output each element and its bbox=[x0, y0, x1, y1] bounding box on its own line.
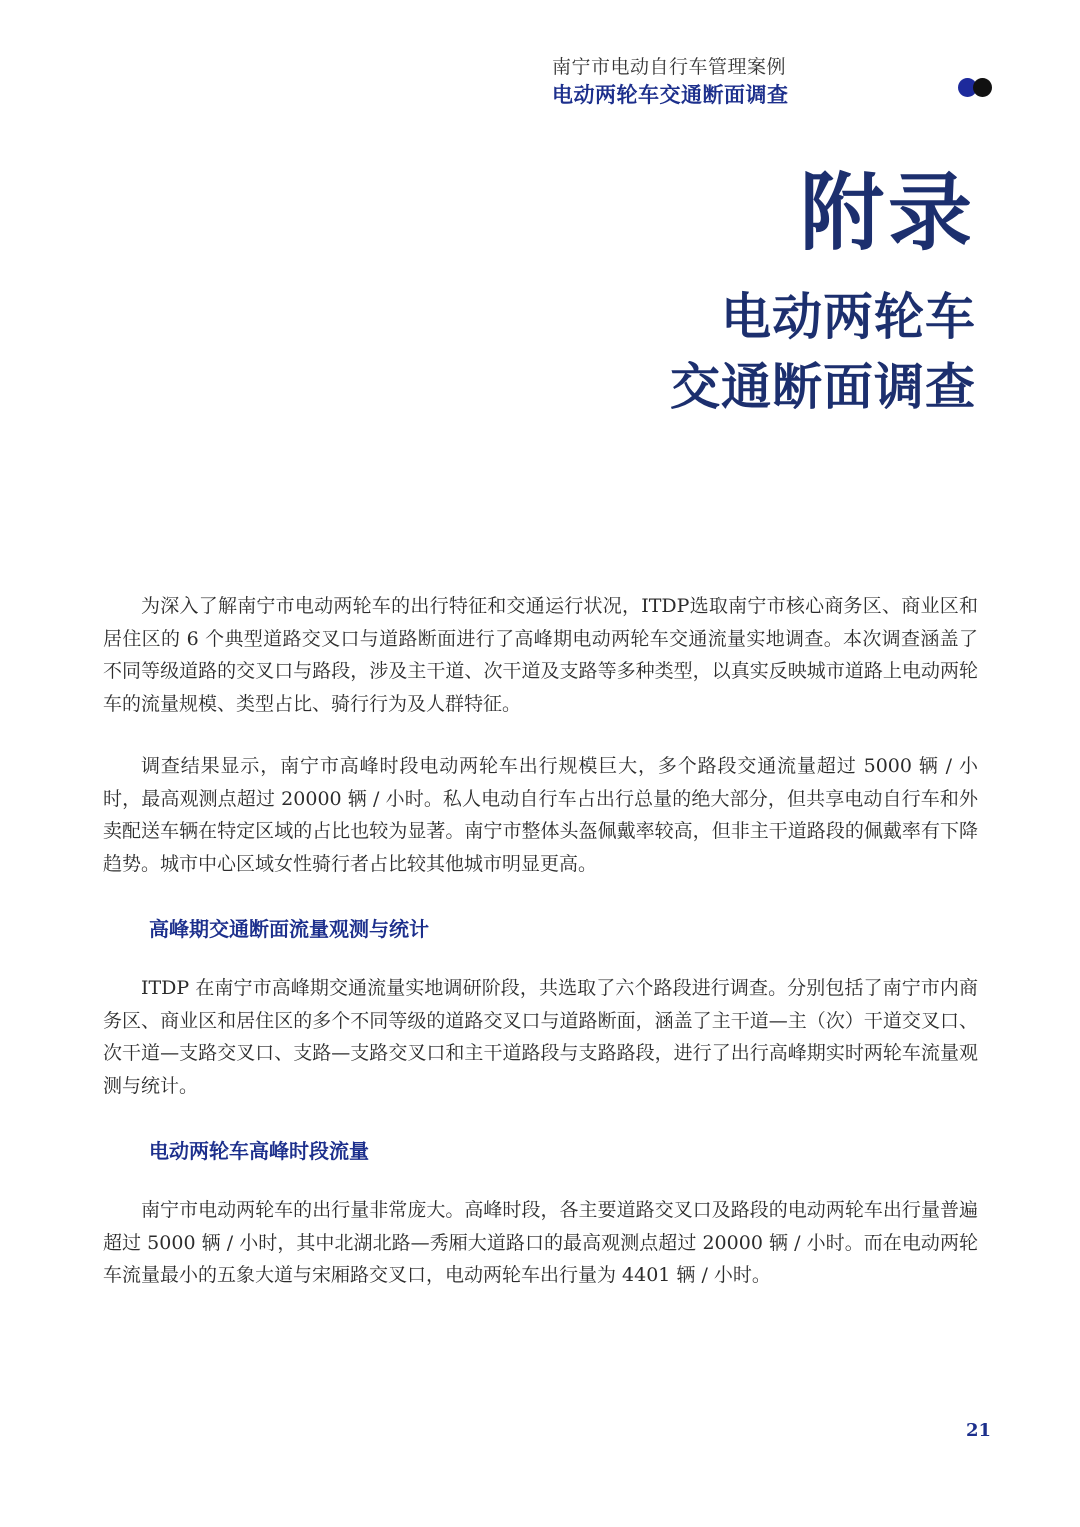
title-block bbox=[670, 158, 976, 422]
section-heading-peak-flow: 电动两轮车高峰时段流量 bbox=[149, 1139, 369, 1163]
header-report-title: 南宁市电动自行车管理案例 bbox=[552, 56, 787, 78]
running-header bbox=[552, 54, 972, 110]
header-chapter-title: 电动两轮车交通断面调查 bbox=[552, 82, 789, 107]
black-dot-icon bbox=[973, 78, 992, 97]
intro-paragraph: 为深入了解南宁市电动两轮车的出行特征和交通运行状况，ITDP选取南宁市核心商务区、商业区和居住区的 6 个典型道路交叉口与道路断面进行了高峰期电动两轮车交通流量实地调查。本次调查涵盖了不同等级道路的交叉口与路段，涉及主干道、次干道及支路等多种类型，以真实反映城市道路上电动两轮车的流量规模、类型占比、骑行行为及人群特征。 bbox=[103, 595, 978, 715]
decorative-dots bbox=[958, 78, 998, 98]
appendix-title: 附录 bbox=[799, 163, 976, 262]
subtitle-line-1: 电动两轮车 bbox=[721, 287, 976, 346]
peak-flow-paragraph: 南宁市电动两轮车的出行量非常庞大。高峰时段，各主要道路交叉口及路段的电动两轮车出行量普遍超过 5000 辆 / 小时，其中北湖北路—秀厢大道路口的最高观测点超过 20000 辆 / 小时。而在电动两轮车流量最小的五象大道与宋厢路交叉口，电动两轮车出行量为 4401 辆 / 小时。 bbox=[103, 1199, 978, 1286]
subtitle-line-2: 交通断面调查 bbox=[670, 357, 976, 416]
observation-paragraph: ITDP 在南宁市高峰期交通流量实地调研阶段，共选取了六个路段进行调查。分别包括了南宁市内商务区、商业区和居住区的多个不同等级的道路交叉口与道路断面，涵盖了主干道—主（次）干道交叉口、次干道—支路交叉口、支路—支路交叉口和主干道路段与支路路段，进行了出行高峰期实时两轮车流量观测与统计。 bbox=[103, 977, 978, 1097]
subtitle bbox=[670, 282, 976, 422]
results-paragraph: 调查结果显示，南宁市高峰时段电动两轮车出行规模巨大，多个路段交通流量超过 5000 辆 / 小时，最高观测点超过 20000 辆 / 小时。私人电动自行车占出行总量的绝大部分，但共享电动自行车和外卖配送车辆在特定区域的占比也较为显著。南宁市整体头盔佩戴率较高，但非主干道路段的佩戴率有下降趋势。城市中心区域女性骑行者占比较其他城市明显更高。 bbox=[103, 755, 978, 875]
page-number: 21 bbox=[966, 1420, 992, 1441]
section-heading-observation: 高峰期交通断面流量观测与统计 bbox=[149, 917, 429, 941]
body-content bbox=[103, 590, 978, 1292]
